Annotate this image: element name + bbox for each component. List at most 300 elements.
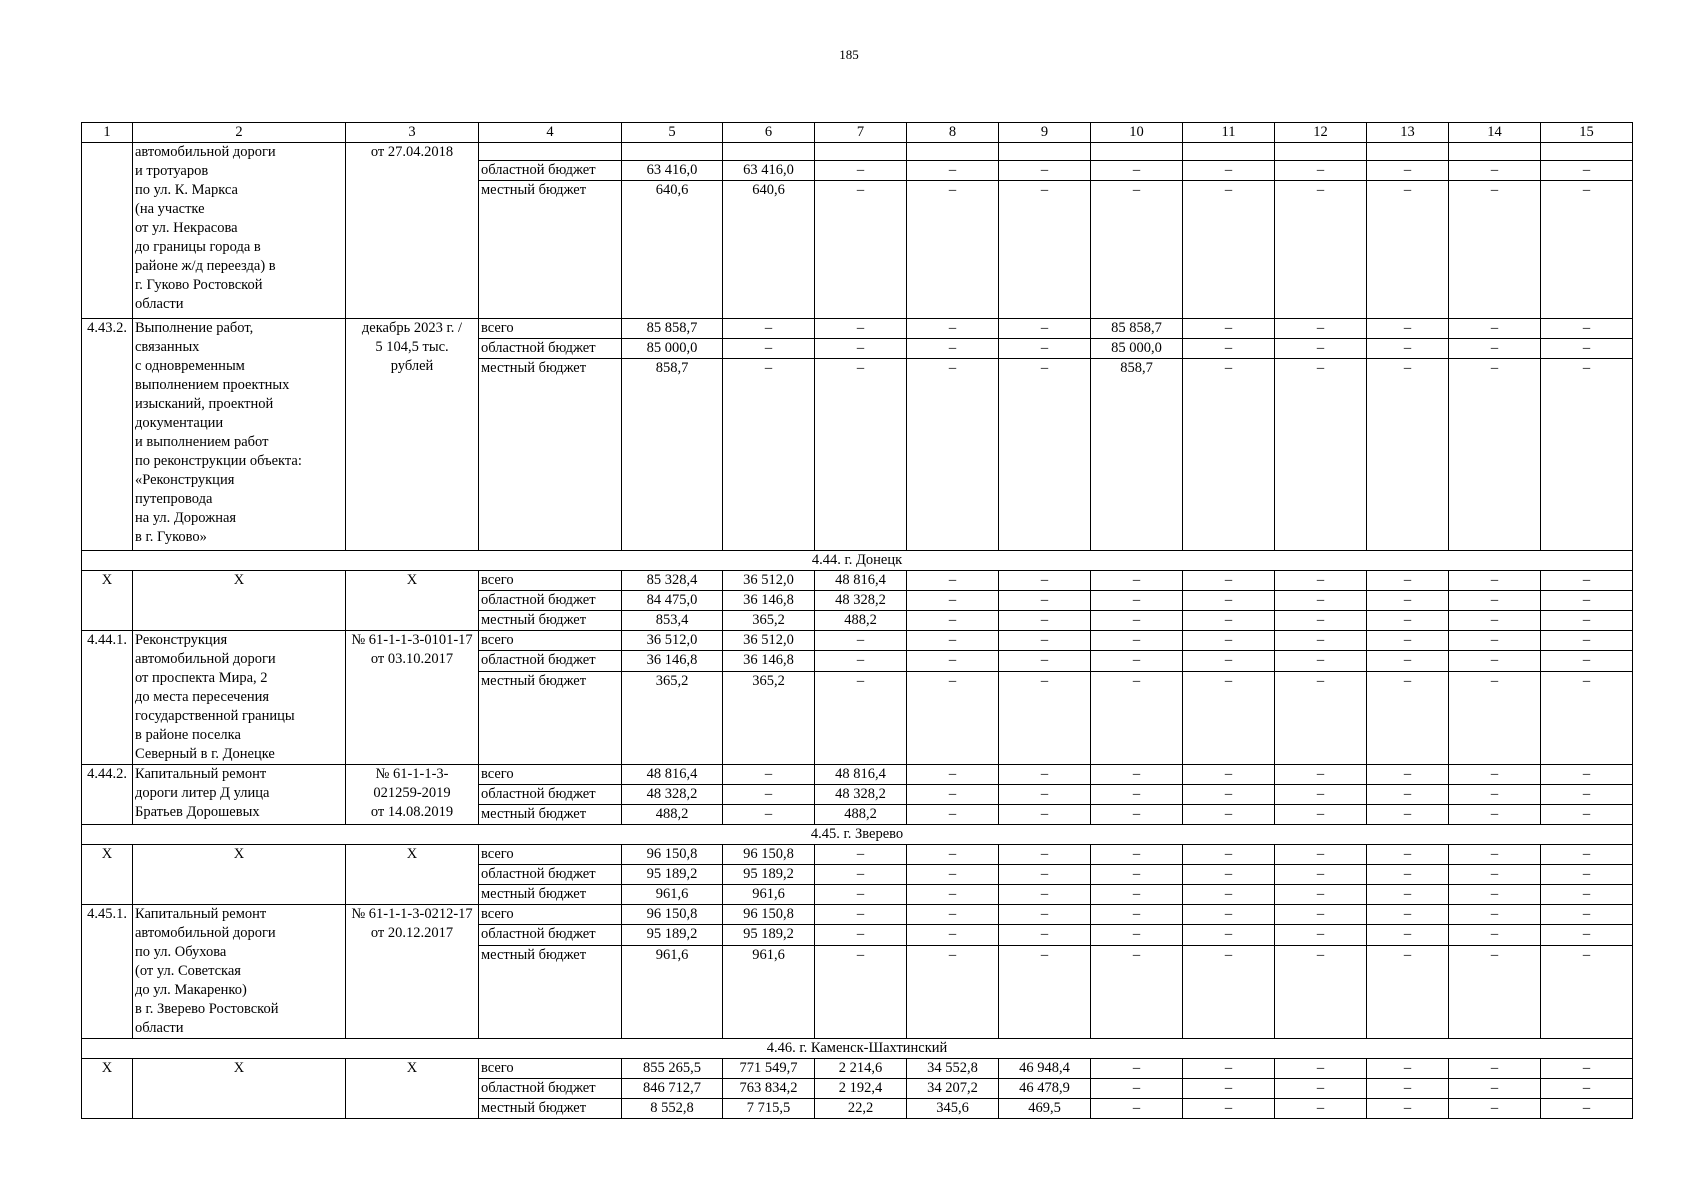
value-cell: – [1183, 845, 1275, 865]
funding-source: местный бюджет [479, 885, 622, 905]
value-cell: – [1275, 671, 1367, 764]
section-title: 4.45. г. Зверево [82, 825, 1633, 845]
value-cell: – [1541, 1079, 1633, 1099]
document-ref: от 27.04.2018 [346, 143, 479, 319]
item-name: Выполнение работ, связанных с одновременным выполнением проектных изысканий, проектной документации и выполнением работ по реконструкции объекта: «Реконструкция путепровода на ул. Дорожная в г. Гуково» [133, 319, 346, 551]
value-cell: – [907, 181, 999, 319]
page-number: 185 [839, 47, 859, 62]
funding-source: местный бюджет [479, 359, 622, 551]
value-cell: – [1449, 925, 1541, 945]
value-cell [723, 143, 815, 161]
funding-source: всего [479, 571, 622, 591]
value-cell: – [907, 925, 999, 945]
value-cell: 345,6 [907, 1099, 999, 1119]
value-cell: – [1183, 611, 1275, 631]
value-cell: – [1541, 765, 1633, 785]
value-cell: – [907, 785, 999, 805]
value-cell: 846 712,7 [622, 1079, 723, 1099]
funding-source: областной бюджет [479, 785, 622, 805]
value-cell: – [1449, 181, 1541, 319]
value-cell: – [1275, 865, 1367, 885]
value-cell: – [1449, 845, 1541, 865]
value-cell: – [723, 805, 815, 825]
table-row [82, 143, 1633, 161]
value-cell: – [815, 181, 907, 319]
value-cell: 36 512,0 [622, 631, 723, 651]
value-cell: – [1091, 651, 1183, 671]
value-cell: – [999, 339, 1091, 359]
value-cell: 96 150,8 [723, 905, 815, 925]
value-cell: – [723, 765, 815, 785]
value-cell: 961,6 [723, 945, 815, 1038]
value-cell: – [1183, 571, 1275, 591]
value-cell: 640,6 [622, 181, 723, 319]
value-cell: – [1183, 1079, 1275, 1099]
column-number: 10 [1091, 123, 1183, 143]
value-cell: – [1449, 651, 1541, 671]
value-cell: 36 146,8 [622, 651, 723, 671]
value-cell: – [815, 651, 907, 671]
value-cell: – [1091, 631, 1183, 651]
value-cell: – [999, 631, 1091, 651]
value-cell: – [1449, 591, 1541, 611]
value-cell: – [1275, 591, 1367, 611]
value-cell: – [815, 339, 907, 359]
value-cell: – [999, 671, 1091, 764]
value-cell: – [1367, 785, 1449, 805]
value-cell: – [1091, 805, 1183, 825]
value-cell: – [1183, 339, 1275, 359]
value-cell: 22,2 [815, 1099, 907, 1119]
value-cell: 95 189,2 [622, 925, 723, 945]
value-cell: 365,2 [622, 671, 723, 764]
column-number: 4 [479, 123, 622, 143]
value-cell: – [1449, 765, 1541, 785]
value-cell: – [1541, 339, 1633, 359]
value-cell: – [907, 591, 999, 611]
item-name: Х [133, 845, 346, 905]
value-cell: – [1449, 945, 1541, 1038]
value-cell [1541, 143, 1633, 161]
value-cell: 36 512,0 [723, 571, 815, 591]
value-cell: – [999, 865, 1091, 885]
value-cell: – [1275, 631, 1367, 651]
value-cell: – [1367, 631, 1449, 651]
value-cell: – [1183, 1059, 1275, 1079]
funding-source: областной бюджет [479, 1079, 622, 1099]
value-cell: – [1275, 571, 1367, 591]
value-cell: – [1183, 925, 1275, 945]
value-cell: 961,6 [622, 885, 723, 905]
value-cell: – [1367, 1099, 1449, 1119]
funding-source: местный бюджет [479, 945, 622, 1038]
document-ref: № 61-1-1-3- 021259-2019 от 14.08.2019 [346, 765, 479, 825]
table-row [82, 845, 1633, 865]
value-cell: – [1091, 885, 1183, 905]
value-cell: – [999, 591, 1091, 611]
item-number [82, 143, 133, 319]
value-cell: – [1275, 905, 1367, 925]
value-cell: – [1541, 865, 1633, 885]
value-cell: 961,6 [622, 945, 723, 1038]
value-cell: – [1541, 359, 1633, 551]
value-cell: – [1091, 865, 1183, 885]
value-cell: – [999, 925, 1091, 945]
funding-source: всего [479, 1059, 622, 1079]
value-cell: 488,2 [622, 805, 723, 825]
value-cell: – [1091, 571, 1183, 591]
value-cell: – [907, 885, 999, 905]
document-ref: Х [346, 845, 479, 905]
value-cell: – [1183, 805, 1275, 825]
value-cell: – [815, 359, 907, 551]
value-cell: – [1275, 359, 1367, 551]
value-cell: – [1367, 865, 1449, 885]
value-cell: – [907, 945, 999, 1038]
value-cell: – [999, 611, 1091, 631]
value-cell: 365,2 [723, 611, 815, 631]
value-cell: – [1367, 359, 1449, 551]
value-cell: – [1275, 339, 1367, 359]
value-cell: – [907, 631, 999, 651]
item-name: Реконструкция автомобильной дороги от проспекта Мира, 2 до места пересечения государственной границы в районе поселка Северный в г. Донецке [133, 631, 346, 765]
value-cell: – [907, 359, 999, 551]
value-cell: – [1541, 1099, 1633, 1119]
value-cell: 961,6 [723, 885, 815, 905]
funding-source: областной бюджет [479, 925, 622, 945]
value-cell: – [999, 805, 1091, 825]
value-cell: – [1367, 671, 1449, 764]
value-cell: – [907, 845, 999, 865]
item-name: Х [133, 571, 346, 631]
value-cell: – [1449, 611, 1541, 631]
value-cell: 48 328,2 [622, 785, 723, 805]
item-number: Х [82, 1059, 133, 1119]
value-cell [1091, 143, 1183, 161]
funding-source: областной бюджет [479, 339, 622, 359]
value-cell: – [1449, 865, 1541, 885]
value-cell: 96 150,8 [622, 905, 723, 925]
value-cell: 763 834,2 [723, 1079, 815, 1099]
funding-source: местный бюджет [479, 181, 622, 319]
value-cell: – [1183, 161, 1275, 181]
value-cell: – [1541, 181, 1633, 319]
value-cell: – [907, 319, 999, 339]
header-row [82, 123, 1633, 143]
document-ref: № 61-1-1-3-0101-17 от 03.10.2017 [346, 631, 479, 765]
value-cell: – [1091, 905, 1183, 925]
value-cell: – [1367, 339, 1449, 359]
value-cell: – [1541, 671, 1633, 764]
value-cell: 469,5 [999, 1099, 1091, 1119]
value-cell: – [1275, 785, 1367, 805]
value-cell [1183, 143, 1275, 161]
value-cell: 46 478,9 [999, 1079, 1091, 1099]
value-cell: 855 265,5 [622, 1059, 723, 1079]
funding-source: областной бюджет [479, 865, 622, 885]
value-cell: – [1367, 319, 1449, 339]
value-cell: – [907, 765, 999, 785]
value-cell [907, 143, 999, 161]
item-number: 4.43.2. [82, 319, 133, 551]
value-cell: – [1091, 1099, 1183, 1119]
column-number: 13 [1367, 123, 1449, 143]
value-cell: 2 192,4 [815, 1079, 907, 1099]
value-cell: 771 549,7 [723, 1059, 815, 1079]
value-cell: 63 416,0 [622, 161, 723, 181]
column-number: 11 [1183, 123, 1275, 143]
value-cell: 46 948,4 [999, 1059, 1091, 1079]
value-cell: – [1541, 885, 1633, 905]
value-cell: – [815, 845, 907, 865]
section-row [82, 1039, 1633, 1059]
value-cell: 34 552,8 [907, 1059, 999, 1079]
value-cell: – [1275, 1099, 1367, 1119]
value-cell: – [1541, 1059, 1633, 1079]
value-cell: – [1275, 945, 1367, 1038]
value-cell: – [907, 805, 999, 825]
value-cell: – [1449, 1099, 1541, 1119]
table-row [82, 319, 1633, 339]
value-cell: 36 512,0 [723, 631, 815, 651]
funding-source: местный бюджет [479, 671, 622, 764]
value-cell: – [999, 319, 1091, 339]
value-cell [999, 143, 1091, 161]
value-cell: – [1091, 785, 1183, 805]
value-cell: – [1091, 611, 1183, 631]
value-cell: – [1541, 785, 1633, 805]
value-cell: – [815, 945, 907, 1038]
value-cell: – [1091, 161, 1183, 181]
value-cell: – [1367, 571, 1449, 591]
value-cell: – [1275, 181, 1367, 319]
section-row [82, 551, 1633, 571]
column-number: 3 [346, 123, 479, 143]
value-cell: – [815, 161, 907, 181]
value-cell: – [723, 359, 815, 551]
value-cell: – [1449, 339, 1541, 359]
value-cell [815, 143, 907, 161]
value-cell: – [1183, 885, 1275, 905]
value-cell: – [1091, 845, 1183, 865]
value-cell [1367, 143, 1449, 161]
value-cell: 95 189,2 [622, 865, 723, 885]
funding-source: всего [479, 765, 622, 785]
value-cell: 7 715,5 [723, 1099, 815, 1119]
value-cell: – [1091, 1059, 1183, 1079]
value-cell: – [1541, 845, 1633, 865]
value-cell: – [1541, 905, 1633, 925]
item-name: Капитальный ремонт автомобильной дороги по ул. Обухова (от ул. Советская до ул. Макаренко) в г. Зверево Ростовской области [133, 905, 346, 1039]
value-cell: 858,7 [622, 359, 723, 551]
value-cell: 85 328,4 [622, 571, 723, 591]
value-cell: – [1091, 671, 1183, 764]
value-cell: 85 858,7 [622, 319, 723, 339]
value-cell: – [1449, 671, 1541, 764]
value-cell: – [907, 865, 999, 885]
value-cell: – [999, 651, 1091, 671]
value-cell: – [723, 319, 815, 339]
value-cell: 36 146,8 [723, 591, 815, 611]
value-cell: 34 207,2 [907, 1079, 999, 1099]
value-cell: – [1541, 805, 1633, 825]
value-cell: – [1367, 805, 1449, 825]
value-cell: 36 146,8 [723, 651, 815, 671]
document-ref: Х [346, 1059, 479, 1119]
value-cell: – [1367, 591, 1449, 611]
value-cell: – [1091, 765, 1183, 785]
value-cell: – [815, 925, 907, 945]
value-cell: – [1275, 765, 1367, 785]
value-cell: – [1275, 925, 1367, 945]
value-cell: – [1367, 925, 1449, 945]
value-cell: 48 328,2 [815, 591, 907, 611]
value-cell: 95 189,2 [723, 865, 815, 885]
item-name: автомобильной дороги и тротуаров по ул. К. Маркса (на участке от ул. Некрасова до границы города в районе ж/д переезда) в г. Гуково Ростовской области [133, 143, 346, 319]
value-cell: – [1183, 765, 1275, 785]
value-cell: – [1367, 1059, 1449, 1079]
value-cell: – [1449, 359, 1541, 551]
value-cell: – [1275, 1079, 1367, 1099]
value-cell: – [815, 865, 907, 885]
value-cell: – [1091, 945, 1183, 1038]
value-cell: – [1449, 631, 1541, 651]
value-cell: – [1449, 885, 1541, 905]
value-cell: 85 000,0 [622, 339, 723, 359]
funding-source: всего [479, 905, 622, 925]
value-cell: 48 816,4 [815, 571, 907, 591]
value-cell: – [1449, 571, 1541, 591]
value-cell: – [999, 359, 1091, 551]
value-cell: – [815, 319, 907, 339]
value-cell: – [1367, 181, 1449, 319]
document-ref: № 61-1-1-3-0212-17 от 20.12.2017 [346, 905, 479, 1039]
value-cell: – [999, 765, 1091, 785]
value-cell: – [1183, 785, 1275, 805]
value-cell: – [1275, 319, 1367, 339]
column-number: 8 [907, 123, 999, 143]
value-cell: – [815, 885, 907, 905]
value-cell: – [1541, 571, 1633, 591]
value-cell: – [1541, 651, 1633, 671]
funding-source: местный бюджет [479, 611, 622, 631]
value-cell: – [1091, 1079, 1183, 1099]
value-cell: – [1183, 905, 1275, 925]
column-number: 1 [82, 123, 133, 143]
value-cell: – [1183, 671, 1275, 764]
funding-source: всего [479, 845, 622, 865]
funding-source: местный бюджет [479, 805, 622, 825]
value-cell: – [723, 339, 815, 359]
column-number: 14 [1449, 123, 1541, 143]
item-number: Х [82, 845, 133, 905]
value-cell: – [1091, 591, 1183, 611]
table-row [82, 905, 1633, 925]
value-cell: – [1275, 845, 1367, 865]
value-cell [622, 143, 723, 161]
value-cell: – [1275, 805, 1367, 825]
value-cell: – [999, 945, 1091, 1038]
value-cell: – [1541, 161, 1633, 181]
value-cell: 8 552,8 [622, 1099, 723, 1119]
funding-source: областной бюджет [479, 161, 622, 181]
value-cell [1275, 143, 1367, 161]
value-cell: 63 416,0 [723, 161, 815, 181]
value-cell [1449, 143, 1541, 161]
column-number: 7 [815, 123, 907, 143]
item-number: 4.44.2. [82, 765, 133, 825]
value-cell: – [1183, 181, 1275, 319]
value-cell: – [1449, 161, 1541, 181]
budget-table [81, 122, 1633, 1119]
value-cell: 488,2 [815, 805, 907, 825]
item-name: Х [133, 1059, 346, 1119]
funding-source: всего [479, 319, 622, 339]
value-cell: – [1367, 885, 1449, 905]
value-cell: – [1183, 359, 1275, 551]
section-title: 4.44. г. Донецк [82, 551, 1633, 571]
value-cell: – [1541, 945, 1633, 1038]
value-cell: – [1091, 181, 1183, 319]
value-cell: 48 816,4 [815, 765, 907, 785]
value-cell: – [815, 671, 907, 764]
value-cell: – [1367, 905, 1449, 925]
document-ref: Х [346, 571, 479, 631]
value-cell: – [1367, 611, 1449, 631]
value-cell: 488,2 [815, 611, 907, 631]
value-cell: – [999, 161, 1091, 181]
value-cell: – [907, 905, 999, 925]
value-cell: – [1275, 161, 1367, 181]
value-cell: 96 150,8 [622, 845, 723, 865]
value-cell: – [1541, 319, 1633, 339]
value-cell: – [1183, 945, 1275, 1038]
column-number: 12 [1275, 123, 1367, 143]
value-cell: – [1367, 845, 1449, 865]
value-cell: – [1367, 765, 1449, 785]
funding-source: областной бюджет [479, 591, 622, 611]
funding-source: областной бюджет [479, 651, 622, 671]
value-cell: – [1275, 611, 1367, 631]
value-cell: 640,6 [723, 181, 815, 319]
value-cell: – [907, 651, 999, 671]
value-cell: – [1449, 319, 1541, 339]
value-cell: – [1275, 1059, 1367, 1079]
value-cell: – [815, 631, 907, 651]
value-cell: 95 189,2 [723, 925, 815, 945]
value-cell: – [907, 339, 999, 359]
funding-source [479, 143, 622, 161]
table-row [82, 631, 1633, 651]
value-cell: 853,4 [622, 611, 723, 631]
funding-source: всего [479, 631, 622, 651]
column-number: 9 [999, 123, 1091, 143]
value-cell: – [1091, 925, 1183, 945]
value-cell: – [1275, 885, 1367, 905]
value-cell: – [1183, 631, 1275, 651]
value-cell: – [907, 671, 999, 764]
funding-source: местный бюджет [479, 1099, 622, 1119]
value-cell: 48 816,4 [622, 765, 723, 785]
value-cell: – [1541, 591, 1633, 611]
value-cell: 365,2 [723, 671, 815, 764]
value-cell: 2 214,6 [815, 1059, 907, 1079]
value-cell: – [1449, 905, 1541, 925]
item-name: Капитальный ремонт дороги литер Д улица Братьев Дорошевых [133, 765, 346, 825]
value-cell: – [999, 885, 1091, 905]
value-cell: 96 150,8 [723, 845, 815, 865]
value-cell: – [1449, 785, 1541, 805]
